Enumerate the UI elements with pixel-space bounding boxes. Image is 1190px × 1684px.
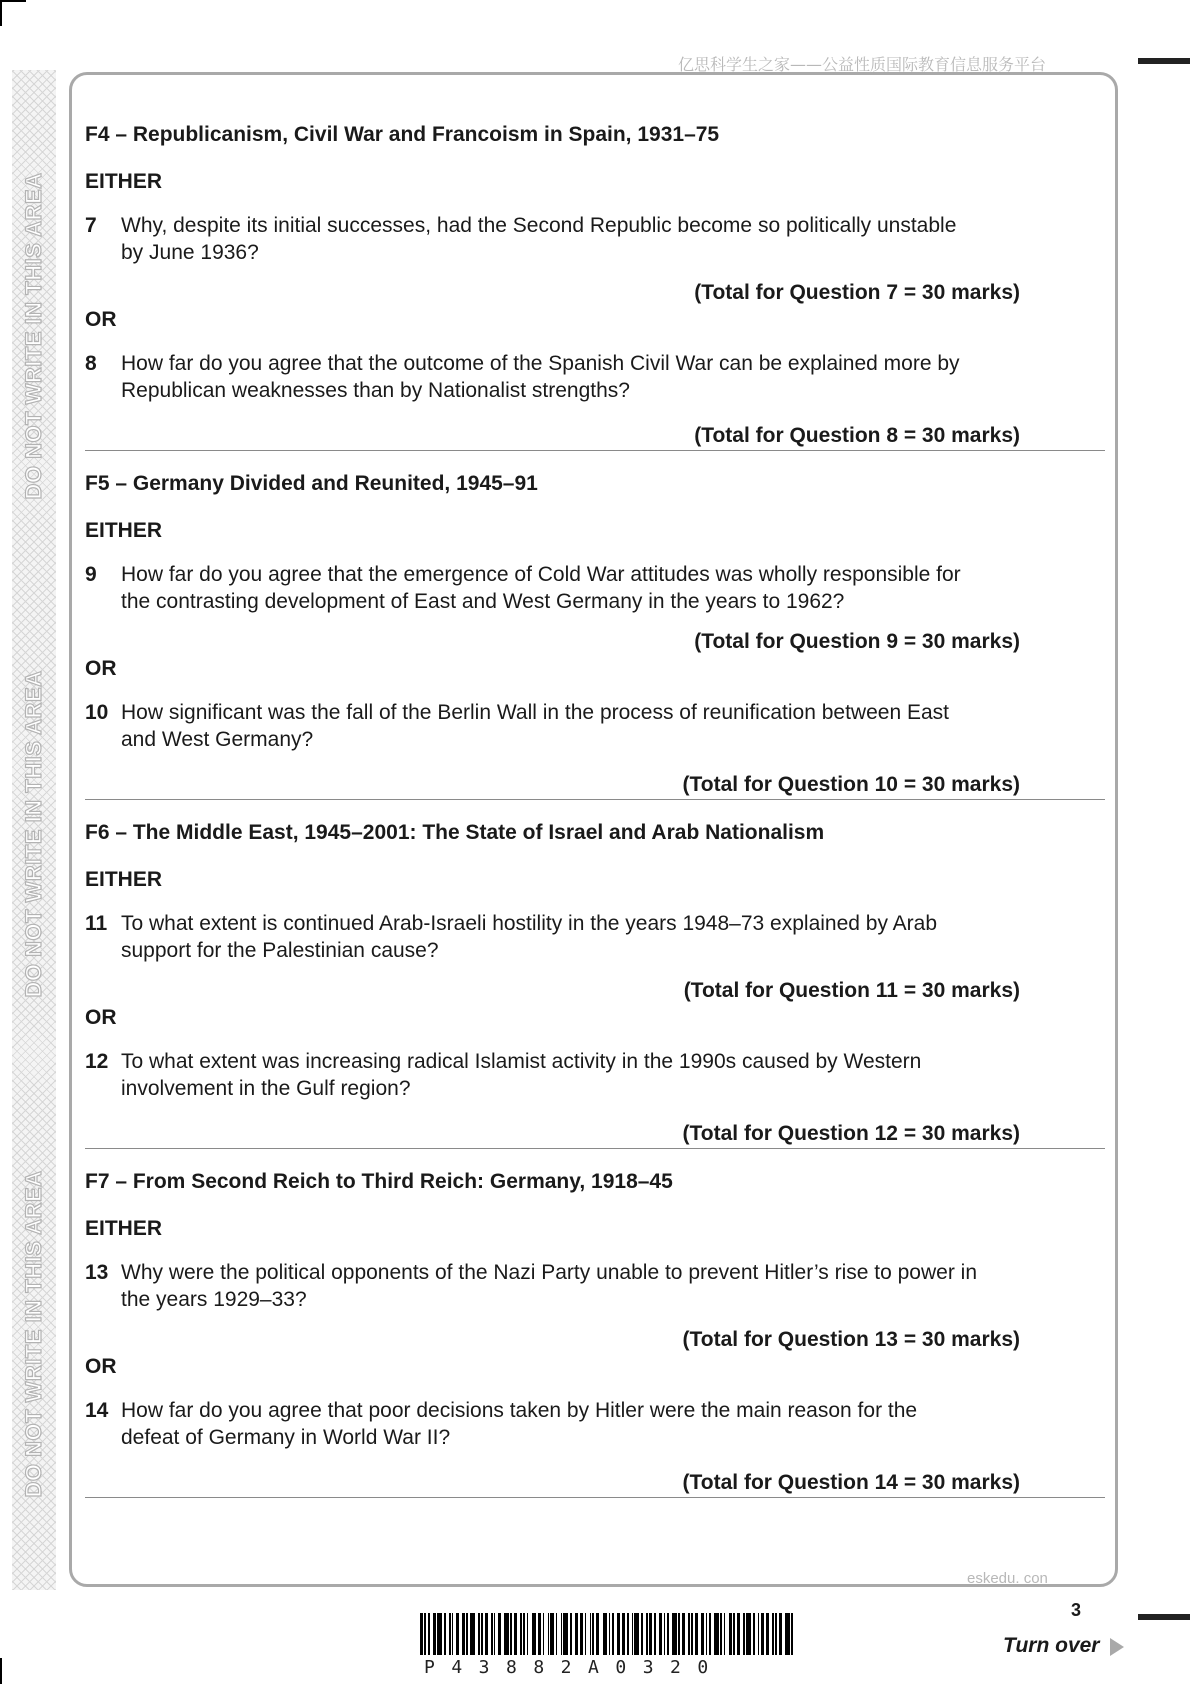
crop-mark [0,1658,2,1684]
question-text: Why were the political opponents of the Nazi Party unable to prevent Hitler’s rise to power in the years 1929–33? [121,1261,977,1311]
question-text: How far do you agree that poor decisions taken by Hitler were the main reason for the defeat of Germany in World War II? [121,1399,918,1449]
barcode-bar [688,1613,690,1655]
barcode-bar [720,1613,722,1655]
question-number: 9 [85,563,97,586]
barcode-bar [695,1613,698,1655]
barcode-bar [634,1613,639,1655]
barcode-bar [478,1613,480,1655]
barcode-bar [491,1613,493,1655]
barcode-bar [520,1613,522,1655]
barcode-bar [649,1613,652,1655]
barcode-bar [779,1613,782,1655]
barcode-bar [570,1613,572,1655]
barcode-bar [678,1613,680,1655]
page-number: 3 [1071,1600,1082,1620]
side-warning-3: DO NOT WRITE IN THIS AREA [21,1170,46,1498]
top-watermark: 亿思科学生之家——公益性质国际教育信息服务平台 [678,55,1047,74]
barcode-bars [420,1613,810,1655]
barcode-bar [733,1613,735,1655]
question [85,910,1105,964]
crop-mark [0,0,26,2]
barcode-bar [470,1613,475,1655]
barcode-bar [590,1613,592,1655]
barcode-bar [646,1613,648,1655]
question-number: 12 [85,1050,109,1073]
barcode-bar [729,1613,732,1655]
barcode-bar [632,1613,634,1655]
barcode-bar [743,1613,745,1655]
question-number: 14 [85,1399,109,1422]
question-text: Why, despite its initial successes, had the Second Republic become so politically unstable by June 1936? [121,214,957,264]
barcode-bar [498,1613,501,1655]
barcode-bar [772,1613,774,1655]
turn-over-arrow-icon [1110,1638,1124,1656]
question [85,350,1105,404]
barcode-bar [523,1613,525,1655]
barcode-bar [433,1613,436,1655]
question-text: How far do you agree that the emergence of Cold War attitudes was wholly responsible for the contrasting development of East and West Germany in the years to 1962? [121,563,961,613]
barcode-bar [462,1613,465,1655]
barcode-bar [527,1613,529,1655]
barcode [420,1613,810,1678]
question-total: (Total for Question 8 = 30 marks) [694,424,1020,447]
barcode-bar [592,1613,594,1655]
barcode-bar [691,1613,693,1655]
either-label: EITHER [85,1217,163,1240]
barcode-bar [585,1613,587,1655]
section-f6 [85,820,1105,1149]
either-label: EITHER [85,868,163,891]
barcode-bar [481,1613,483,1655]
barcode-bar [510,1613,512,1655]
barcode-bar [580,1613,583,1655]
question-number: 7 [85,214,97,237]
barcode-bar [556,1613,558,1655]
barcode-bar [785,1613,790,1655]
question-number: 13 [85,1261,109,1284]
barcode-bar [596,1613,599,1655]
section-f4 [85,122,1105,451]
barcode-bar [706,1613,708,1655]
question-total: (Total for Question 12 = 30 marks) [682,1122,1020,1145]
crop-mark [0,0,2,26]
barcode-bar [428,1613,430,1655]
barcode-bar [449,1613,451,1655]
barcode-bar [561,1613,563,1655]
question-number: 10 [85,701,109,724]
section-title: F5 – Germany Divided and Reunited, 1945–91 [85,472,538,495]
barcode-bar [494,1613,496,1655]
barcode-bar [775,1613,777,1655]
barcode-bar [654,1613,656,1655]
question-total: (Total for Question 7 = 30 marks) [694,281,1020,304]
side-warning-1: DO NOT WRITE IN THIS AREA [21,172,46,500]
barcode-bar [550,1613,553,1655]
barcode-bar [664,1613,666,1655]
barcode-text: P43882A0320 [424,1657,725,1678]
margin-bar [1138,1614,1190,1620]
barcode-bar [563,1613,568,1655]
or-label: OR [85,1355,117,1378]
question-total: (Total for Question 9 = 30 marks) [694,630,1020,653]
barcode-bar [437,1613,442,1655]
barcode-bar [791,1613,793,1655]
section-f5 [85,471,1105,800]
barcode-bar [709,1613,711,1655]
barcode-bar [724,1613,726,1655]
barcode-bar [682,1613,685,1655]
barcode-bar [543,1613,545,1655]
question [85,1397,1105,1451]
barcode-bar [420,1613,423,1655]
barcode-bar [452,1613,454,1655]
barcode-bar [538,1613,541,1655]
barcode-bar [603,1613,608,1655]
question-text: To what extent was increasing radical Islamist activity in the 1990s caused by Western involvement in the Gulf region? [121,1050,922,1100]
barcode-bar [612,1613,614,1655]
barcode-bar [701,1613,704,1655]
question [85,561,1105,615]
barcode-bar [548,1613,550,1655]
question-total: (Total for Question 11 = 30 marks) [683,979,1020,1002]
barcode-bar [456,1613,459,1655]
question [85,1259,1105,1313]
question [85,699,1105,753]
barcode-bar [532,1613,537,1655]
exam-content [85,112,1105,1498]
barcode-bar [761,1613,764,1655]
barcode-bar [466,1613,468,1655]
margin-bar [1138,58,1190,64]
barcode-bar [609,1613,611,1655]
question-total: (Total for Question 14 = 30 marks) [682,1471,1020,1494]
barcode-bar [485,1613,488,1655]
turn-over-label: Turn over [1003,1634,1100,1657]
question-text: How far do you agree that the outcome of the Spanish Civil War can be explained more by Republican weaknesses than by Nationalist strengths? [121,352,960,402]
section-title: F4 – Republicanism, Civil War and Francoism in Spain, 1931–75 [85,123,720,146]
barcode-bar [714,1613,719,1655]
barcode-bar [575,1613,578,1655]
question-total: (Total for Question 13 = 30 marks) [682,1328,1020,1351]
section-f7 [85,1169,1105,1498]
barcode-bar [444,1613,446,1655]
barcode-bar [627,1613,629,1655]
barcode-bar [672,1613,677,1655]
section-title: F7 – From Second Reich to Third Reich: Germany, 1918–45 [85,1170,673,1193]
barcode-bar [758,1613,760,1655]
barcode-bar [424,1613,426,1655]
or-label: OR [85,657,117,680]
question [85,1048,1105,1102]
question-text: How significant was the fall of the Berlin Wall in the process of reunification between East and West Germany? [121,701,949,751]
barcode-bar [622,1613,625,1655]
barcode-bar [746,1613,751,1655]
question-number: 8 [85,352,97,375]
question-total: (Total for Question 10 = 30 marks) [682,773,1020,796]
side-warning-2: DO NOT WRITE IN THIS AREA [21,670,46,998]
bottom-watermark: eskedu. con [967,1570,1048,1587]
barcode-bar [659,1613,662,1655]
section-title: F6 – The Middle East, 1945–2001: The State of Israel and Arab Nationalism [85,821,825,844]
question-number: 11 [85,912,108,935]
barcode-bar [617,1613,620,1655]
either-label: EITHER [85,170,163,193]
or-label: OR [85,308,117,331]
barcode-bar [753,1613,755,1655]
barcode-bar [766,1613,769,1655]
either-label: EITHER [85,519,163,542]
barcode-bar [504,1613,509,1655]
or-label: OR [85,1006,117,1029]
question [85,212,1105,266]
barcode-bar [667,1613,669,1655]
barcode-bar [641,1613,643,1655]
barcode-bar [737,1613,740,1655]
question-text: To what extent is continued Arab-Israeli hostility in the years 1948–73 explained by Arab support for the Palestinian cause? [121,912,937,962]
barcode-bar [514,1613,517,1655]
